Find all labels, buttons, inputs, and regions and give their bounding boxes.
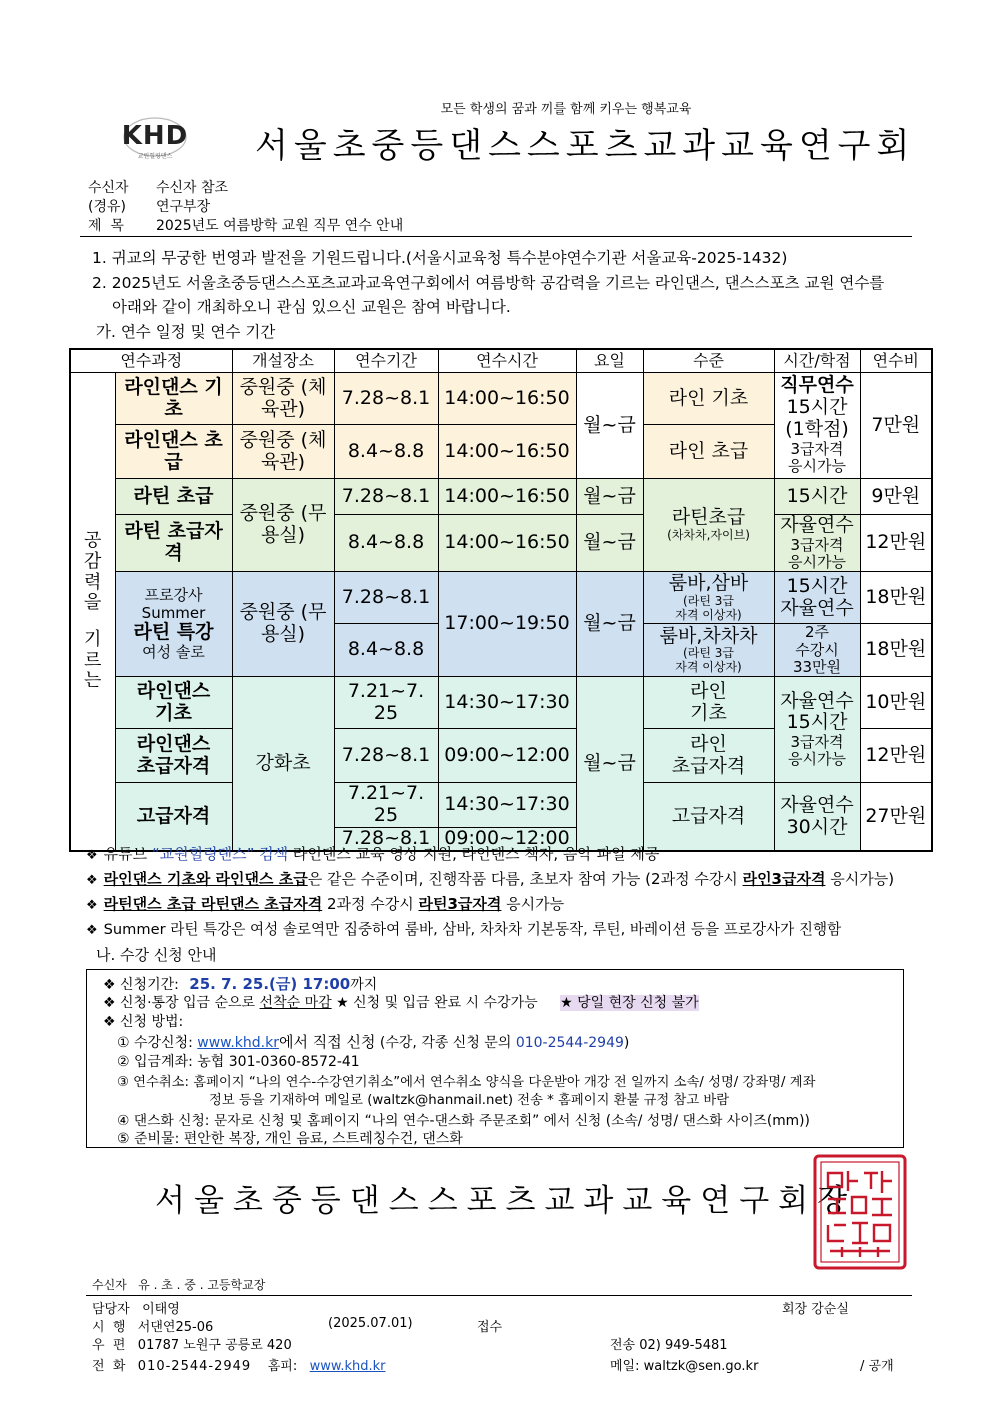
note-text: Summer 라틴 특강은 여성 솔로역만 집중하여 룸바, 삼바, 차차차 기본동작, 루틴, 바레이션 등을 프로강사가 진행함	[103, 921, 842, 938]
side-label-char: 르	[84, 649, 102, 671]
website-link[interactable]: www.khd.kr	[197, 1035, 279, 1051]
place-cell: 중원중 (체육관)	[232, 373, 334, 425]
side-label-char	[83, 614, 103, 630]
footer-value: 010-2544-2949	[137, 1359, 252, 1374]
apply-text: (수강, 각종 신청 문의	[375, 1035, 516, 1051]
credit-cell: 15시간	[774, 479, 860, 515]
apply-warning: ★ 당일 현장 신청 불가	[560, 995, 699, 1011]
recipient-line	[88, 177, 228, 197]
col-day: 요일	[576, 349, 643, 373]
credit-cell	[774, 624, 860, 677]
credit-line: 15시간	[786, 711, 848, 734]
time-cell: 14:00~16:50	[438, 479, 576, 515]
via-line	[88, 196, 210, 216]
credit-line: 15시간	[786, 396, 848, 419]
col-level: 수준	[643, 349, 774, 373]
col-place: 개설장소	[232, 349, 334, 373]
credit-line: 수강시	[795, 640, 839, 659]
apply-method	[103, 1011, 183, 1031]
note-text: 유튜브	[103, 845, 152, 863]
paragraph-1: 1. 귀교의 무궁한 번영과 발전을 기원드립니다.(서울시교육청 특수분야연수기관 서울교육-2025-1432)	[92, 249, 788, 267]
via: 연구부장	[156, 199, 211, 215]
official-seal	[812, 1153, 908, 1271]
level-cell: 라인 초급	[643, 425, 774, 479]
footer-chair: 회장 강순실	[782, 1302, 849, 1317]
note-4	[86, 918, 841, 939]
day-cell: 월~금	[576, 479, 643, 515]
note-2	[86, 868, 894, 889]
footer-value: 01787 노원구 공릉로 420	[137, 1338, 292, 1353]
course-line: 라틴 특강	[133, 620, 214, 643]
table-row	[70, 479, 932, 515]
paragraph-2-cont: 아래와 같이 개최하오니 관심 있으신 교원은 참여 바랍니다.	[112, 298, 511, 316]
day-cell: 월~금	[576, 677, 643, 852]
credit-line: 응시가능	[788, 553, 846, 572]
khd-logo	[120, 115, 190, 167]
credit-cell	[774, 515, 860, 572]
logo-mark: KHD	[121, 121, 189, 151]
course-cell: 라틴 초급자격	[115, 515, 232, 572]
footer-label: 전 화	[92, 1359, 126, 1374]
fee-cell: 12만원	[860, 515, 932, 572]
recipient: 수신자 참조	[156, 180, 229, 196]
course-cell	[115, 729, 232, 783]
period-cell: 8.4~8.8	[334, 425, 438, 479]
footer-post	[92, 1334, 292, 1353]
level-line: 룸바,삼바	[668, 572, 749, 595]
table-row	[70, 783, 932, 828]
col-course: 연수과정	[70, 349, 232, 373]
fee-cell: 27만원	[860, 783, 932, 852]
note-highlight: 라인댄스 기초와 라인댄스 초급	[103, 870, 308, 888]
footer-label: 홈피:	[267, 1359, 298, 1374]
col-credit: 시간/학점	[774, 349, 860, 373]
side-label-char: 기	[84, 628, 102, 650]
subject-line	[88, 215, 403, 235]
apply-text: )	[623, 1035, 630, 1051]
apply-text: 에서 직접 신청	[278, 1033, 376, 1051]
fee-cell: 10만원	[860, 677, 932, 729]
course-line: 기초	[155, 701, 192, 724]
table-row	[70, 515, 932, 572]
apply-step-3-cont: 정보 등을 기재하여 메일로 (waltzk@hanmail.net) 전송 * 홈페이지 환불 규정 참고 바람	[209, 1093, 730, 1108]
fee-cell: 18만원	[860, 624, 932, 677]
period-cell: 8.4~8.8	[334, 515, 438, 572]
course-line: 초급자격	[136, 754, 211, 777]
fee-cell: 12만원	[860, 729, 932, 783]
fee-cell: 18만원	[860, 572, 932, 624]
time-cell: 17:00~19:50	[438, 572, 576, 677]
section-b-heading: 나. 수강 신청 안내	[96, 946, 217, 964]
footer-label: 담당자	[92, 1302, 130, 1317]
diamond-bullet-icon: ❖	[86, 873, 98, 888]
day-cell: 월~금	[576, 373, 643, 479]
course-cell: 라틴 초급	[115, 479, 232, 515]
period-cell: 7.21~7. 25	[334, 783, 438, 828]
application-box	[86, 969, 904, 1148]
footer-value: 서댄연25-06	[137, 1320, 214, 1335]
period-cell: 7.28~8.1	[334, 729, 438, 783]
time-cell: 14:30~17:30	[438, 783, 576, 828]
credit-cell	[774, 677, 860, 783]
apply-step-4: ④ 댄스화 신청: 문자로 신청 및 홈페이지 “나의 연수-댄스화 주문조회” 에서 신청 (소속/ 성명/ 댄스화 사이즈(mm))	[117, 1113, 810, 1129]
level-line: 라인	[690, 679, 727, 702]
note-highlight: 라틴댄스 초급 라틴댄스 초급자격	[103, 895, 323, 913]
seal-stamp-icon	[812, 1153, 908, 1271]
course-line: 여성 솔로	[142, 642, 205, 661]
table-header-row	[70, 349, 932, 373]
footer-label: 수신자	[92, 1278, 127, 1292]
credit-line: 30시간	[786, 815, 848, 838]
apply-order	[103, 992, 699, 1012]
time-cell: 14:00~16:50	[438, 425, 576, 479]
footer-phone	[92, 1355, 385, 1374]
side-label-char: 공	[84, 530, 102, 552]
paragraph-2: 2. 2025년도 서울초중등댄스스포츠교과교육연구회에서 여름방학 공감력을 기르는 라인댄스, 댄스스포츠 교원 연수를	[92, 274, 885, 292]
diamond-bullet-icon: ❖	[86, 923, 98, 938]
diamond-bullet-icon: ❖	[103, 995, 121, 1011]
side-label-text	[83, 531, 103, 692]
time-cell: 14:00~16:50	[438, 373, 576, 425]
level-sub: (차차차,자이브)	[667, 528, 750, 543]
credit-line: 33만원	[792, 657, 842, 676]
credit-line: 자율연수	[780, 689, 854, 712]
level-sub: 자격 이상자)	[675, 607, 742, 622]
diamond-bullet-icon: ❖	[86, 848, 98, 863]
level-line: 라인	[690, 732, 727, 755]
footer-exec	[92, 1316, 213, 1335]
footer-divider	[86, 1295, 912, 1296]
course-line: 라인댄스	[136, 732, 211, 755]
apply-deadline: 25. 7. 25.(금) 17:00	[189, 975, 351, 993]
apply-highlight: 선착순 마감	[259, 995, 332, 1011]
note-1	[86, 843, 659, 864]
course-cell: 고급자격	[115, 783, 232, 852]
note-text: 응시가능	[501, 895, 565, 913]
credit-line: 3급자격	[790, 535, 844, 554]
credit-line: 직무연수	[780, 374, 854, 397]
day-cell: 월~금	[576, 572, 643, 677]
course-cell: 라인댄스 초급	[115, 425, 232, 479]
fee-cell: 9만원	[860, 479, 932, 515]
level-sub: 자격 이상자)	[675, 660, 742, 675]
note-highlight: “교원힐링댄스” 검색	[151, 845, 289, 863]
level-cell	[643, 572, 774, 624]
credit-line: 자율연수	[780, 793, 854, 816]
slogan: 모든 학생의 꿈과 끼를 함께 키우는 행복교육	[440, 102, 692, 117]
apply-step-1	[117, 1031, 629, 1052]
note-highlight: 라틴3급자격	[418, 895, 502, 913]
period-cell: 7.28~8.1	[334, 572, 438, 624]
credit-line: 2주	[804, 623, 830, 642]
apply-step-2: ② 입금계좌: 농협 301-0360-8572-41	[117, 1054, 360, 1070]
table-row	[70, 677, 932, 729]
document-title: 서울초중등댄스스포츠교과교육연구회	[255, 126, 916, 166]
apply-text: 신청·통장 입금 순으로	[120, 995, 260, 1011]
level-sub: (라틴 3급	[683, 646, 734, 661]
note-text: 라인댄스 교육 영상 지원, 라인댄스 책자, 음악 파일 제공	[288, 845, 660, 863]
table-row	[70, 373, 932, 425]
credit-line: 3급자격	[790, 440, 844, 459]
time-cell: 09:00~12:00	[438, 729, 576, 783]
course-line: Summer	[141, 603, 206, 622]
footer-label: 우 편	[92, 1338, 126, 1353]
course-cell	[115, 677, 232, 729]
level-sub: (라틴 3급	[683, 593, 734, 608]
logo-sub: 교원힐링댄스	[137, 153, 173, 160]
level-cell: 라인 기초	[643, 373, 774, 425]
credit-line: 3급자격	[790, 733, 844, 752]
footer-manager	[92, 1298, 180, 1317]
course-cell: 라인댄스 기초	[115, 373, 232, 425]
footer-value: 유 . 초 . 중 . 고등학교장	[138, 1278, 266, 1292]
apply-text: 까지	[350, 977, 378, 993]
apply-label: 신청기간:	[120, 977, 179, 993]
side-label-char: 을	[84, 592, 102, 614]
diamond-bullet-icon: ❖	[86, 898, 98, 913]
col-period: 연수기간	[334, 349, 438, 373]
place-cell: 중원중 (무용실)	[232, 479, 334, 572]
period-cell: 7.21~7. 25	[334, 677, 438, 729]
apply-period	[103, 973, 377, 994]
credit-line: (1학점)	[785, 418, 849, 441]
period-cell: 7.28~8.1	[334, 827, 438, 851]
level-line: 룸바,차차차	[659, 624, 758, 647]
recipient-label: 수신자	[88, 180, 129, 196]
level-line: 기초	[690, 701, 727, 724]
subject: 2025년도 여름방학 교원 직무 연수 안내	[156, 218, 404, 234]
contact-phone: 010-2544-2949	[515, 1035, 624, 1051]
diamond-bullet-icon: ❖	[103, 977, 121, 993]
level-line: 라틴초급	[671, 506, 746, 529]
footer-public: / 공개	[860, 1359, 894, 1374]
table-row	[70, 572, 932, 624]
footer-exec-date: (2025.07.01)	[328, 1316, 413, 1331]
note-highlight: 라인3급자격	[742, 870, 826, 888]
homepage-link[interactable]: www.khd.kr	[309, 1359, 386, 1374]
note-text: 2과정 수강시	[322, 895, 419, 913]
level-cell: 고급자격	[643, 783, 774, 852]
credit-line: 응시가능	[788, 750, 846, 769]
footer-fax: 전송 02) 949-5481	[610, 1338, 728, 1353]
note-text: 응시가능)	[825, 870, 895, 888]
period-cell: 7.28~8.1	[334, 479, 438, 515]
section-a-heading: 가. 연수 일정 및 연수 기간	[96, 323, 276, 341]
level-cell	[643, 624, 774, 677]
col-time: 연수시간	[438, 349, 576, 373]
credit-cell	[774, 572, 860, 624]
period-cell: 7.28~8.1	[334, 373, 438, 425]
course-cell	[115, 572, 232, 677]
level-cell	[643, 677, 774, 729]
apply-label: 신청 방법:	[120, 1014, 184, 1030]
schedule-table	[69, 348, 933, 852]
place-cell: 중원중 (무용실)	[232, 572, 334, 677]
level-cell	[643, 479, 774, 572]
subject-label: 제 목	[88, 218, 124, 234]
via-label: (경유)	[88, 199, 126, 215]
credit-line: 응시가능	[788, 457, 846, 476]
apply-step-5: ⑤ 준비물: 편안한 복장, 개인 음료, 스트레칭수건, 댄스화	[117, 1131, 463, 1147]
footer-receipt: 접수	[477, 1320, 503, 1335]
note-3	[86, 893, 564, 914]
side-label-char: 감	[84, 550, 102, 572]
level-cell	[643, 729, 774, 783]
footer-recipients	[92, 1276, 265, 1293]
apply-step-3: ③ 연수취소: 홈페이지 “나의 연수-수강연기취소”에서 연수취소 양식을 다운받아 개강 전 일까지 소속/ 성명/ 강좌명/ 계좌	[117, 1075, 816, 1090]
footer-email: 메일: waltzk@sen.go.kr	[610, 1359, 759, 1374]
footer-label: 시 행	[92, 1320, 126, 1335]
course-line: 프로강사	[144, 586, 203, 605]
credit-line: 15시간	[786, 575, 848, 597]
header-divider	[80, 236, 912, 237]
signatory: 서울초중등댄스스포츠교과교육연구회장	[155, 1183, 857, 1219]
credit-line: 자율연수	[780, 514, 854, 536]
credit-cell	[774, 373, 860, 479]
time-cell: 14:00~16:50	[438, 515, 576, 572]
side-label	[70, 373, 115, 852]
place-cell: 중원중 (체육관)	[232, 425, 334, 479]
side-label-char: 는	[84, 670, 102, 692]
col-fee: 연수비	[860, 349, 932, 373]
footer-value: 이태영	[142, 1302, 180, 1317]
diamond-bullet-icon: ❖	[103, 1014, 121, 1030]
place-cell: 강화초	[232, 677, 334, 852]
course-line: 라인댄스	[136, 679, 211, 702]
apply-text: ★ 신청 및 입금 완료 시 수강가능	[331, 995, 538, 1011]
level-line: 초급자격	[671, 754, 746, 777]
note-text: 은 같은 수준이며, 진행작품 다름, 초보자 참여 가능 (2과정 수강시	[307, 870, 743, 888]
apply-text: ① 수강신청:	[117, 1035, 198, 1051]
credit-cell	[774, 783, 860, 852]
time-cell: 09:00~12:00	[438, 827, 576, 851]
fee-cell: 7만원	[860, 373, 932, 479]
time-cell: 14:30~17:30	[438, 677, 576, 729]
period-cell: 8.4~8.8	[334, 624, 438, 677]
day-cell: 월~금	[576, 515, 643, 572]
side-label-char: 력	[84, 571, 102, 593]
credit-line: 자율연수	[780, 596, 854, 619]
